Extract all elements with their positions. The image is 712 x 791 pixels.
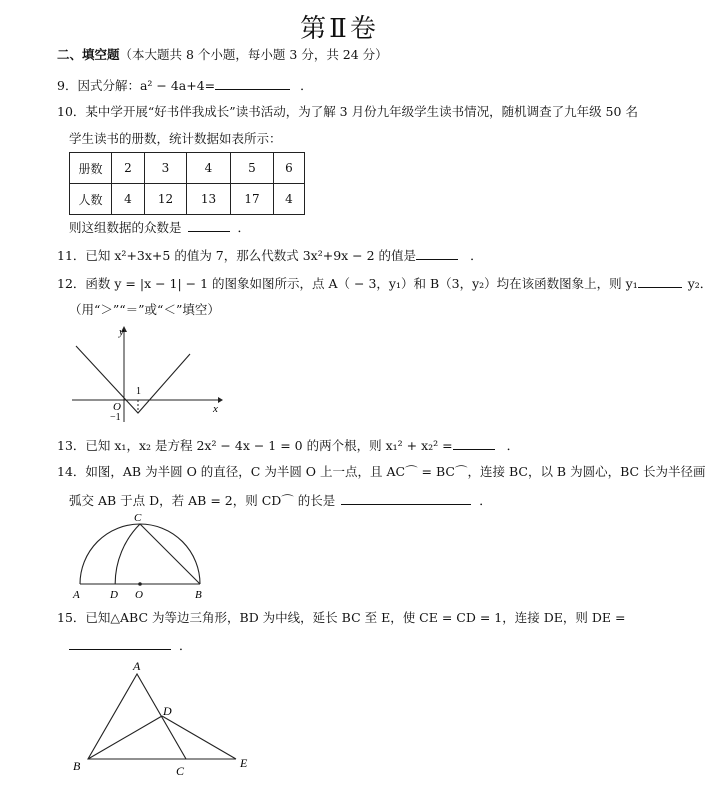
- q9-number: 9．: [57, 78, 78, 93]
- q10-question-text: 则这组数据的众数是: [69, 220, 182, 235]
- center-point: [138, 582, 142, 586]
- q14-line1: [57, 464, 706, 480]
- q12-line2: （用“＞”“＝”或“＜”填空）: [69, 302, 220, 317]
- x-axis-label: x: [213, 403, 218, 415]
- q11-text: 已知 x²+3x+5 的值为 7，那么代数式 3x²+9x − 2 的值是: [85, 248, 417, 263]
- table-cell: 5: [231, 153, 274, 184]
- label-b: B: [73, 759, 81, 773]
- q15-end: ．: [179, 638, 192, 653]
- q9-text: 因式分解：a² − 4a+4=: [77, 78, 216, 93]
- label-e: E: [240, 756, 248, 770]
- q10-line2: 学生读书的册数，统计数据如表所示：: [69, 131, 282, 146]
- label-d: D: [110, 589, 118, 601]
- label-c: C: [176, 764, 185, 778]
- x-axis-arrow-icon: [218, 397, 223, 403]
- y-axis-label: y: [119, 326, 124, 338]
- section-label: 二、填空题: [57, 47, 120, 62]
- q14-semicircle-figure: [68, 508, 218, 603]
- q13-end: ．: [506, 438, 520, 453]
- table-row-books: [70, 153, 305, 184]
- q12-text-end: y₂．: [687, 276, 712, 291]
- semicircle: [80, 524, 200, 584]
- q13-number: 13．: [57, 438, 86, 453]
- q11-end: ．: [470, 248, 483, 263]
- table-cell: 4: [274, 184, 305, 215]
- q9-answer-blank[interactable]: [215, 77, 290, 90]
- page-title: 第Ⅱ卷: [300, 14, 379, 44]
- q10-data-table: [69, 152, 305, 215]
- q12-graph: [66, 322, 226, 427]
- q12-line1: [57, 275, 712, 292]
- q15-text-1: 已知△ABC 为等边三角形，BD 为中线，延长 BC 至 E，使 CE = CD = 1，连接 DE，则 DE =: [85, 610, 626, 625]
- q12-number: 12．: [57, 276, 86, 291]
- q13-answer-blank[interactable]: [453, 437, 495, 450]
- segment-bc: [140, 524, 200, 584]
- section-desc: （本大题共 8 个小题，每小题 3 分，共 24 分）: [119, 47, 388, 62]
- label-b: B: [195, 589, 202, 601]
- tick-label-minus1: −1: [110, 412, 121, 423]
- table-header-people: 人数: [70, 184, 112, 215]
- q10-text-1: 某中学开展“好书伴我成长”读书活动，为了解 3 月份九年级学生读书情况，随机调查了九年级 50 名: [85, 104, 638, 119]
- q12-text-1: 函数 y = |x − 1| − 1 的图象如图所示，点 A（ − 3，y₁）和 B（3，y₂）均在该函数图象上，则 y₁: [85, 276, 638, 291]
- function-graph: [76, 346, 190, 413]
- q9-end: ．: [300, 78, 313, 93]
- q15-answer-blank[interactable]: [69, 637, 171, 650]
- q10-answer-blank[interactable]: [188, 219, 230, 232]
- table-header-books: 册数: [70, 153, 112, 184]
- arc-cd: [115, 524, 140, 584]
- q15-line1: [57, 610, 625, 626]
- q15-line2: [69, 637, 192, 654]
- q15-triangle-figure: [66, 655, 266, 780]
- q11-number: 11．: [57, 248, 86, 263]
- table-cell: 4: [187, 153, 231, 184]
- q10-line1: [57, 104, 638, 120]
- table-cell: 12: [145, 184, 187, 215]
- table-cell: 6: [274, 153, 305, 184]
- table-row-people: [70, 184, 305, 215]
- table-cell: 13: [187, 184, 231, 215]
- question-13: [57, 437, 519, 454]
- label-a: A: [73, 589, 80, 601]
- q14-number: 14．: [57, 464, 86, 479]
- q11-answer-blank[interactable]: [416, 247, 458, 260]
- q14-text-1: 如图，AB 为半圆 O 的直径，C 为半圆 O 上一点，且 AC⌒ = BC⌒，连接 BC，以 B 为圆心，BC 长为半径画: [85, 464, 706, 479]
- table-cell: 3: [145, 153, 187, 184]
- q15-number: 15．: [57, 610, 86, 625]
- label-c: C: [134, 512, 142, 524]
- q13-text: 已知 x₁，x₂ 是方程 2x² − 4x − 1 = 0 的两个根，则 x₁² + x₂² =: [85, 438, 453, 453]
- q10-number: 10．: [57, 104, 86, 119]
- tick-label-1: 1: [136, 386, 141, 397]
- median-bd: [88, 716, 162, 759]
- q14-answer-blank[interactable]: [341, 492, 471, 505]
- label-d: D: [163, 704, 172, 718]
- question-9: [57, 77, 313, 94]
- label-o: O: [135, 589, 143, 601]
- q12-answer-blank[interactable]: [638, 275, 682, 288]
- section-heading: [57, 47, 388, 63]
- origin-label: O: [113, 401, 121, 413]
- table-cell: 2: [112, 153, 145, 184]
- table-cell: 17: [231, 184, 274, 215]
- q14-line2: [69, 492, 492, 509]
- question-11: [57, 247, 483, 264]
- q14-text-2: 弧交 AB 于点 D，若 AB = 2，则 CD⌒ 的长是: [69, 493, 336, 508]
- q14-end: ．: [479, 493, 492, 508]
- table-cell: 4: [112, 184, 145, 215]
- q10-question: [69, 219, 250, 236]
- label-a: A: [133, 659, 141, 673]
- q10-end: ．: [237, 220, 251, 235]
